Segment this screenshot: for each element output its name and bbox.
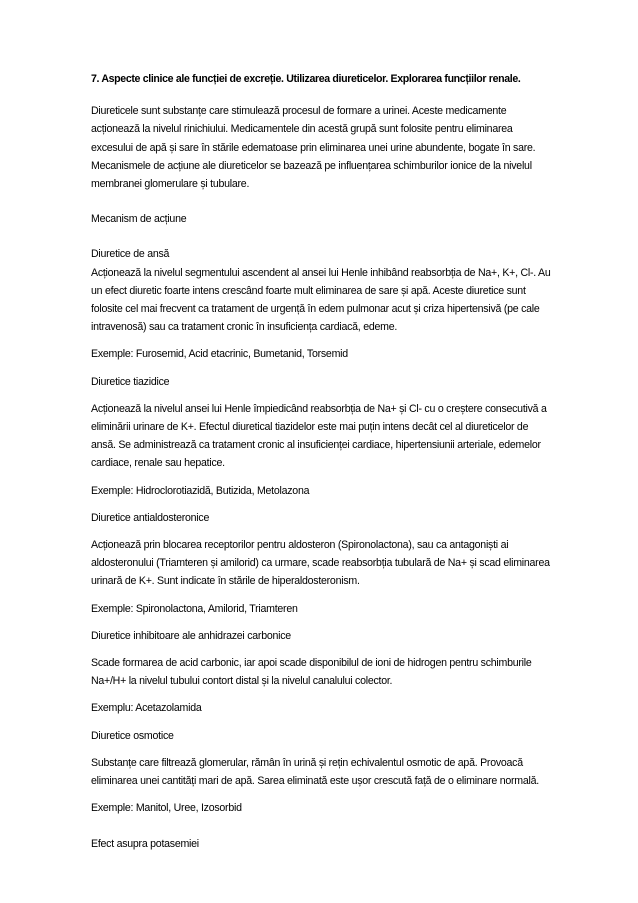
- section-title: Diuretice de ansă: [91, 248, 170, 261]
- section-body: [91, 400, 591, 473]
- intro-line: Mecanismele de acțiune ale diureticelor se bazează pe influențarea schimburilor ionice de la nivelul: [91, 159, 532, 172]
- section-osmotic-diuretics: [91, 727, 591, 818]
- section-carbonic-anhydrase-inhibitors: [91, 627, 591, 718]
- body-line: aldosteronului (Triamteren și amilorid) ca urmare, scade reabsorbția tubulară de Na+ și scad eliminarea: [91, 557, 550, 570]
- body-line: Acționează la nivelul segmentului ascendent al ansei lui Henle inhibând reabsorbția de Na+, K+, Cl-. Au: [91, 266, 551, 279]
- body-line: urinară de K+. Sunt indicate în stările de hiperaldosteronism.: [91, 575, 360, 588]
- section-title: Diuretice antialdosteronice: [91, 511, 210, 524]
- document-content: [91, 70, 591, 862]
- body-line: eliminarea unei cantități mari de apă. Sarea eliminată este ușor crescută față de o eliminare normală.: [91, 775, 539, 788]
- body-line: Acționează la nivelul ansei lui Henle împiedicând reabsorbția de Na+ și Cl- cu o creștere consecutivă a: [91, 402, 547, 415]
- section-body: [91, 264, 591, 337]
- body-line: Substanțe care filtrează glomerular, rămân în urină și rețin echivalentul osmotic de apă. Provoacă: [91, 756, 523, 769]
- section-loop-diuretics: [91, 245, 591, 363]
- potassium-effect-title: Efect asupra potasemiei: [91, 837, 199, 850]
- body-line: Scade formarea de acid carbonic, iar apoi scade disponibilul de ioni de hidrogen pentru schimburile: [91, 657, 532, 670]
- intro-line: excesului de apă și sare în stările edematoase prin eliminarea unei urine abundente, bogate în sare.: [91, 141, 536, 154]
- section-body: [91, 754, 591, 790]
- body-line: Na+/H+ la nivelul tubului contort distal și la nivelul canalului colector.: [91, 675, 393, 688]
- section-examples: Exemple: Furosemid, Acid etacrinic, Bumetanid, Torsemid: [91, 348, 348, 361]
- body-line: folosite cel mai frecvent ca tratament de urgență în edem pulmonar acut și criza hipertensivă (pe cale: [91, 303, 540, 316]
- intro-line: membranei glomerulare și tubulare.: [91, 178, 250, 191]
- section-antialdosterone-diuretics: [91, 509, 591, 618]
- body-line: ansă. Se administrează ca tratament cronic al insuficienței cardiace, hipertensiunii arteriale, edemelor: [91, 439, 541, 452]
- section-thiazide-diuretics: [91, 373, 591, 500]
- page-title: 7. Aspecte clinice ale funcției de excreție. Utilizarea diureticelor. Explorarea funcțiilor renale.: [91, 73, 521, 85]
- section-title: Diuretice tiazidice: [91, 375, 170, 388]
- section-title: Diuretice osmotice: [91, 729, 174, 742]
- section-body: [91, 536, 591, 591]
- body-line: Acționează prin blocarea receptorilor pentru aldosteron (Spironolactona), sau ca antagoniști ai: [91, 539, 509, 552]
- mechanism-title: Mecanism de acțiune: [91, 213, 187, 226]
- intro-line: acționează la nivelul rinichiului. Medicamentele din acestă grupă sunt folosite pentru eliminarea: [91, 123, 513, 136]
- section-examples: Exemple: Hidroclorotiazidă, Butizida, Metolazona: [91, 484, 310, 497]
- body-line: cardiace, renale sau hepatice.: [91, 457, 225, 470]
- section-examples: Exemple: Manitol, Uree, Izosorbid: [91, 802, 242, 815]
- body-line: un efect diuretic foarte intens crescând foarte mult eliminarea de sare și apă. Aceste diuretice sunt: [91, 284, 526, 297]
- section-title: Diuretice inhibitoare ale anhidrazei carbonice: [91, 629, 291, 642]
- body-line: eliminării urinare de K+. Efectul diuretical tiazidelor este mai puțin intens decât cel al diureticelor de: [91, 421, 529, 434]
- section-examples: Exemple: Spironolactona, Amilorid, Triamteren: [91, 602, 298, 615]
- body-line: intravenosă) sau ca tratament cronic în insuficiența cardiacă, edeme.: [91, 321, 398, 334]
- section-body: [91, 654, 591, 690]
- intro-paragraph: [91, 102, 591, 193]
- intro-line: Diureticele sunt substanțe care stimulează procesul de formare a urinei. Aceste medicamente: [91, 105, 507, 118]
- section-examples: Exemplu: Acetazolamida: [91, 702, 202, 715]
